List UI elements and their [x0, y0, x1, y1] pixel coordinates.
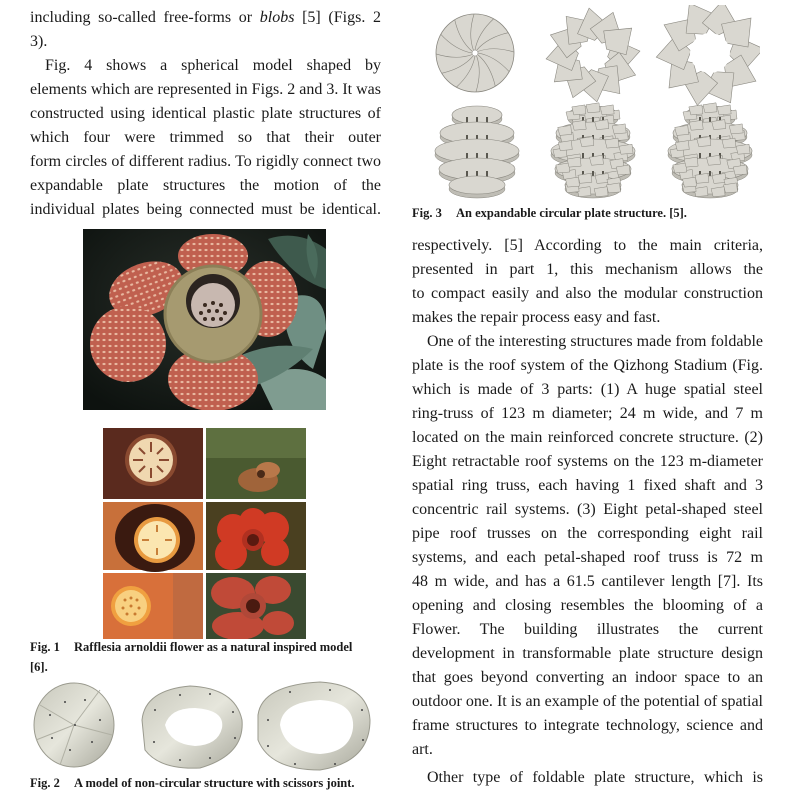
plate-segment	[558, 125, 572, 135]
paragraph-line: which is made of 3 parts: (1) A huge spatial steel	[412, 381, 763, 398]
paragraph-line: plate is the roof system of the Qizhong Stadium (Fig.	[412, 357, 763, 374]
fig3-caption	[412, 206, 687, 221]
closed-disc-model	[34, 683, 114, 767]
expanded-oval-model	[142, 686, 242, 768]
plate-segment	[589, 155, 603, 165]
plate-segment	[612, 124, 626, 134]
figure-label: Fig. 3	[412, 206, 442, 220]
grid-photo-1	[103, 428, 203, 499]
paragraph-line: respectively. [5] According to the main criteria,	[412, 237, 763, 254]
text-run: [5] (Figs. 2	[302, 9, 381, 26]
paragraph-line: Fig. 4 shows a spherical model shaped by	[45, 57, 381, 74]
figure-label: Fig. 2	[30, 776, 60, 790]
plate-segment	[595, 173, 609, 183]
expandable-plate-models	[425, 5, 760, 200]
fig2-images	[30, 680, 380, 772]
grid-photo-6	[206, 573, 306, 639]
paragraph-line: that goes beyond converting an indoor space to an	[412, 669, 763, 686]
center-opening	[690, 33, 730, 73]
plate-segment	[572, 105, 586, 115]
plate-segment	[717, 105, 731, 115]
plate-segment	[711, 187, 725, 197]
fig1-photo-grid	[103, 428, 306, 639]
paragraph-line: elements which are represented in Figs. 2 and 3. It was	[30, 81, 381, 98]
paragraph-line: spatial ring truss, each having 1 fixed shaft and 3	[412, 477, 763, 494]
plate-segment	[605, 138, 619, 148]
grid-photo-2	[206, 428, 306, 499]
plate-segment	[558, 141, 572, 151]
stacked-sphere-closed-layer	[449, 176, 505, 194]
paragraph-line: systems, and each petal-shaped roof truss is 72 m	[412, 549, 763, 566]
plate-segment	[703, 103, 717, 113]
paragraph-line: development in transformable plate structure design	[412, 645, 763, 662]
plate-segment	[595, 120, 609, 130]
paragraph-line: concentric rail systems. (3) Eight petal-shaped steel	[412, 501, 763, 518]
plate-segment	[578, 173, 592, 183]
scissors-joint-models	[30, 680, 380, 772]
fig1-main-photo	[83, 229, 326, 410]
rafflesia-flower-illustration	[83, 229, 326, 410]
plate-segment	[697, 137, 711, 147]
plate-segment	[565, 177, 579, 187]
plate-segment	[684, 157, 698, 167]
plate-segment	[616, 165, 630, 175]
plate-segment	[706, 155, 720, 165]
paragraph-line: expandable plate structures the motion of the	[30, 177, 381, 194]
figure-label: Fig. 1	[30, 640, 60, 654]
plate-segment	[733, 165, 747, 175]
rafflesia-photo-grid	[103, 428, 306, 639]
plate-segment	[594, 187, 608, 197]
fig1-caption-continued: [6].	[30, 660, 48, 674]
text-run: including so-called free-forms or	[30, 9, 260, 26]
petal	[90, 306, 166, 382]
paragraph-line: 48 m wide, and has a 61.5 cantilever length [7]. Its	[412, 573, 763, 590]
right-column	[412, 234, 763, 794]
center-opening	[583, 45, 603, 65]
grid-photo-5	[103, 573, 203, 639]
plate-segment	[675, 125, 689, 135]
paragraph-line: opening and closing resembles the blooming of a	[412, 597, 763, 614]
plate-segment	[619, 144, 633, 154]
paragraph-line: form circles of different radius. To rigidly connect two	[30, 153, 381, 170]
plate-segment	[729, 124, 743, 134]
fully-open-model	[258, 682, 370, 770]
paragraph-line: Other type of foldable plate structure, which is	[427, 769, 763, 786]
paragraph-line: makes the repair process easy and fast.	[412, 309, 661, 326]
plate-segment	[675, 141, 689, 151]
grid-photo-3	[103, 502, 203, 572]
plate-segment	[556, 163, 570, 173]
paragraph-line: presented in part 1, this mechanism allows the	[412, 261, 763, 278]
paragraph-line: frame structures to integrate technology, science and	[412, 717, 763, 734]
plate-segment	[689, 105, 703, 115]
plate-segment	[724, 183, 738, 193]
plate-segment	[695, 173, 709, 183]
italic-term: blobs	[259, 9, 295, 26]
left-column	[30, 6, 381, 226]
paragraph-line: Eight retractable roof systems on the 123 m-diameter	[412, 453, 763, 470]
plate-segment	[673, 163, 687, 173]
caption-text: A model of non-circular structure with scissors joint.	[74, 776, 355, 790]
fig3-images	[425, 5, 760, 200]
plate-segment	[712, 173, 726, 183]
caption-text: An expandable circular plate structure. [5].	[456, 206, 687, 220]
plate-segment	[580, 137, 594, 147]
plate-segment	[736, 144, 750, 154]
grid-photo-4	[206, 502, 306, 570]
paragraph-line: located on the main reinforced concrete structure. (2)	[412, 429, 763, 446]
plate-segment	[712, 120, 726, 130]
paragraph-line: outdoor one. It is an example of the potential of spatial	[412, 693, 763, 710]
plate-segment	[600, 105, 614, 115]
caption-text: Rafflesia arnoldii flower as a natural inspired model	[74, 640, 353, 654]
plate-segment	[572, 120, 586, 130]
paragraph-line: ring-truss of 123 m diameter; 24 m wide, and 7 m	[412, 405, 763, 422]
paragraph-line: individual plates being connected must be identical.	[30, 201, 381, 218]
paragraph-line: art.	[412, 741, 433, 758]
plate-segment	[682, 177, 696, 187]
plate-segment	[722, 138, 736, 148]
fig1-caption	[30, 640, 352, 655]
fig2-caption	[30, 776, 355, 791]
paragraph-line: pipe roof trusses on the corresponding eight rail	[412, 525, 763, 542]
plate-segment	[586, 103, 600, 113]
plate-segment	[607, 183, 621, 193]
paragraph-line: Flower. The building illustrates the current	[412, 621, 763, 638]
paragraph-line: 3).	[30, 33, 48, 50]
paragraph-line: to compact easily and also the modular construction	[412, 285, 763, 302]
center-hole	[472, 50, 478, 56]
paragraph-line: constructed using identical plastic plate structures of	[30, 105, 381, 122]
paragraph-line: One of the interesting structures made from foldable	[427, 333, 763, 350]
plate-segment	[689, 120, 703, 130]
paragraph-line: which four were trimmed so that their outer	[30, 129, 381, 146]
paragraph-line	[30, 6, 381, 30]
plate-segment	[567, 157, 581, 167]
